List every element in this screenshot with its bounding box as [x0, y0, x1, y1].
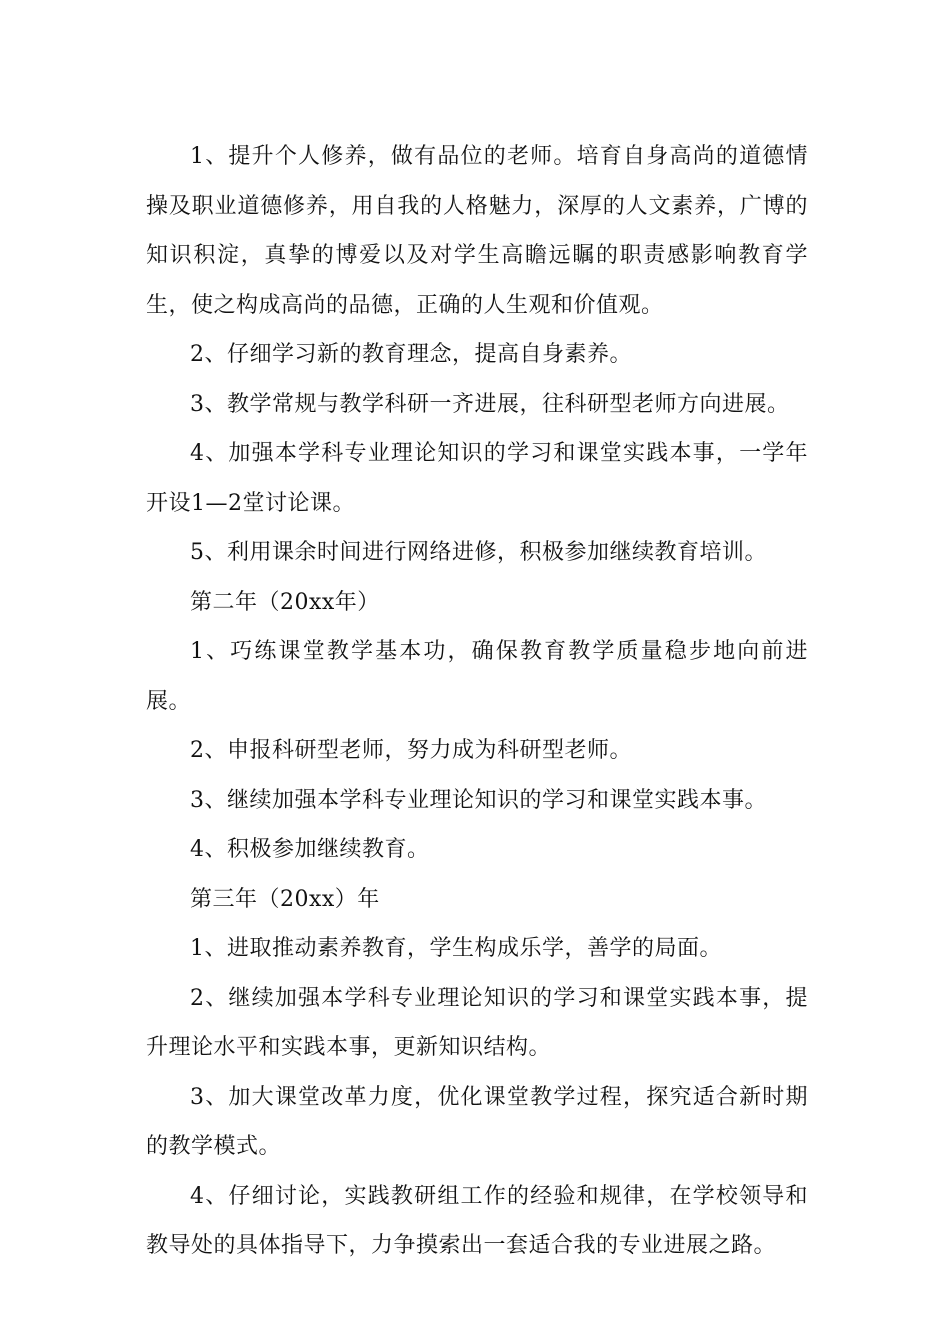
- paragraph-year2-item2: 2、申报科研型老师，努力成为科研型老师。: [190, 738, 632, 763]
- paragraph-year2-item3: 3、继续加强本学科专业理论知识的学习和课堂实践本事。: [190, 787, 767, 813]
- paragraph-year1-item4: 4、加强本学科专业理论知识的学习和课堂实践本事，一学年开设1—2堂讨论课。: [146, 441, 808, 516]
- paragraph-year3-item3: 3、加大课堂改革力度，优化课堂教学过程，探究适合新时期的教学模式。: [146, 1084, 808, 1159]
- section-heading-year3: 第三年（20xx）年: [190, 886, 380, 912]
- paragraph-year1-item5: 5、利用课余时间进行网络进修，积极参加继续教育培训。: [190, 540, 767, 565]
- paragraph-year3-item2: 2、继续加强本学科专业理论知识的学习和课堂实践本事，提升理论水平和实践本事，更新知识结构。: [146, 985, 808, 1060]
- paragraph-year2-item1: 1、巧练课堂教学基本功，确保教育教学质量稳步地向前进展。: [146, 639, 808, 714]
- paragraph-year1-item3: 3、教学常规与教学科研一齐进展，往科研型老师方向进展。: [190, 391, 790, 417]
- paragraph-year3-item1: 1、进取推动素养教育，学生构成乐学，善学的局面。: [190, 936, 722, 961]
- paragraph-year1-item1: 1、提升个人修养，做有品位的老师。培育自身高尚的道德情操及职业道德修养，用自我的人格魅力，深厚的人文素养，广博的知识积淀，真挚的博爱以及对学生高瞻远瞩的职责感影响教育学生，使之构成高尚的品德，正确的人生观和价值观。: [146, 144, 808, 318]
- section-heading-year2: 第二年（20xx年）: [190, 589, 380, 615]
- paragraph-year1-item2: 2、仔细学习新的教育理念，提高自身素养。: [190, 342, 632, 367]
- document-body: [146, 132, 808, 1271]
- paragraph-year3-item4: 4、仔细讨论，实践教研组工作的经验和规律，在学校领导和教导处的具体指导下，力争摸索出一套适合我的专业进展之路。: [146, 1183, 808, 1258]
- paragraph-year2-item4: 4、积极参加继续教育。: [190, 837, 430, 862]
